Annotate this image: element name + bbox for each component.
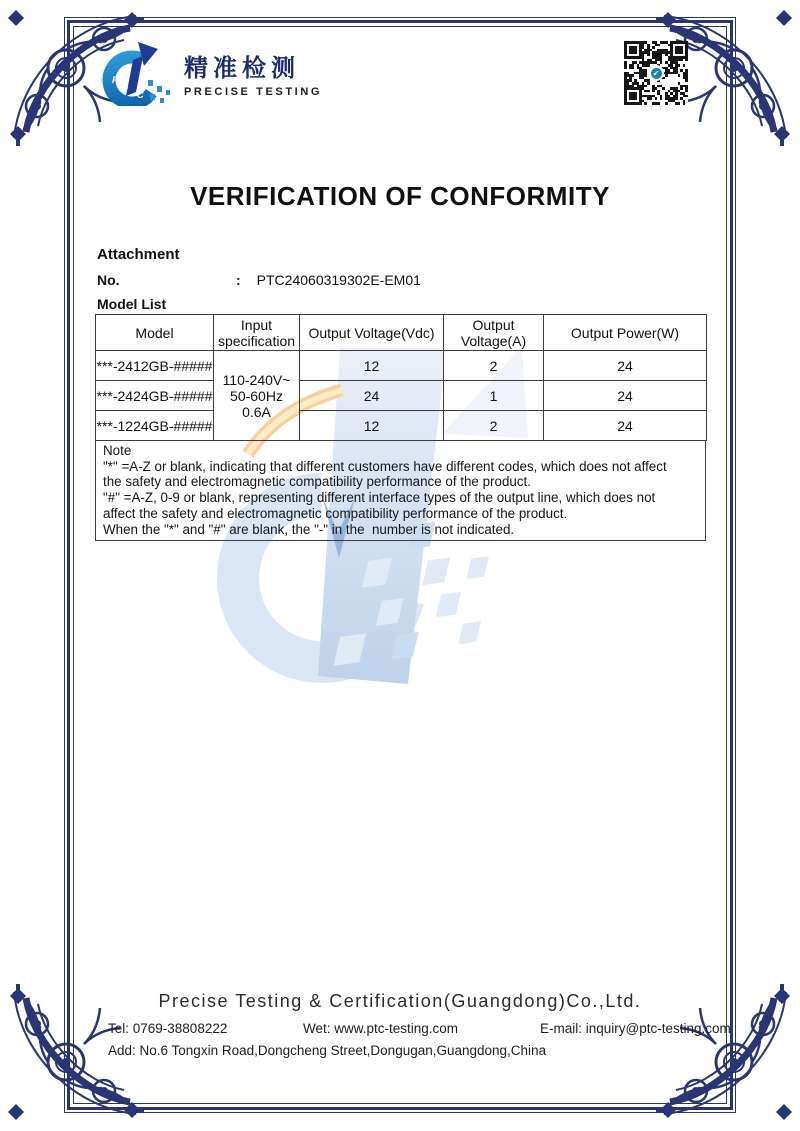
note-box [95, 440, 706, 541]
note-line: the safety and electromagnetic compatibility performance of the product. [103, 474, 531, 490]
table-row [96, 351, 707, 381]
certificate-number-row [97, 272, 421, 288]
amp-cell: 1 [444, 381, 544, 411]
svg-text:P: P [112, 75, 119, 85]
header-model: Model [96, 315, 214, 351]
ptc-logo-emblem-icon [100, 40, 176, 106]
model-cell: ***-2424GB-##### [96, 381, 214, 411]
header-input-specification: Input specification [214, 315, 300, 351]
footer-company-name: Precise Testing & Certification(Guangdong)Co.,Ltd. [158, 991, 642, 1011]
footer-tel: Tel: 0769-38808222 [108, 1021, 228, 1036]
certificate-number-colon: : [236, 272, 241, 288]
note-line: "*" =A-Z or blank, indicating that different customers have different codes, which does not affect [103, 458, 667, 474]
table-row [96, 381, 707, 411]
input-spec-line: 110-240V~ [222, 371, 291, 388]
certificate-number-label: No. [97, 272, 120, 288]
svg-text:T: T [122, 86, 128, 96]
amp-cell: 2 [444, 411, 544, 441]
page-title: VERIFICATION OF CONFORMITY [190, 181, 610, 211]
vdc-cell: 24 [300, 381, 444, 411]
certificate-number-value: PTC24060319302E-EM01 [256, 272, 421, 288]
table-row [96, 411, 707, 441]
note-line: "#" =A-Z, 0-9 or blank, representing different interface types of the output line, which does not [103, 490, 656, 506]
watt-cell: 24 [544, 351, 707, 381]
ptc-logo [100, 40, 322, 106]
vdc-cell: 12 [300, 351, 444, 381]
model-table-wrap [95, 314, 706, 541]
note-line: When the "*" and "#" are blank, the "-" in the number is not indicated. [103, 521, 515, 537]
table-header-row [96, 315, 707, 351]
logo-chinese-name: 精准检测 [184, 55, 300, 82]
input-spec-cell [214, 351, 300, 441]
amp-cell: 2 [444, 351, 544, 381]
footer-address: Add: No.6 Tongxin Road,Dongcheng Street,Dongugan,Guangdong,China [108, 1043, 547, 1058]
footer-website: Wet: www.ptc-testing.com [303, 1021, 459, 1036]
model-cell: ***-1224GB-##### [96, 411, 214, 441]
header-output-voltage-vdc: Output Voltage(Vdc) [300, 315, 444, 351]
qr-code-icon: ✔ [624, 41, 688, 105]
watt-cell: 24 [544, 381, 707, 411]
svg-text:C: C [137, 90, 144, 100]
note-title: Note [103, 443, 132, 458]
model-list-heading: Model List [97, 296, 167, 312]
vdc-cell: 12 [300, 411, 444, 441]
input-spec-line: 0.6A [242, 403, 271, 420]
note-line: affect the safety and electromagnetic compatibility performance of the product. [103, 505, 568, 521]
input-spec-line: 50-60Hz [230, 387, 283, 404]
header-output-power-w: Output Power(W) [544, 315, 707, 351]
logo-english-name: PRECISE TESTING [184, 86, 323, 98]
watt-cell: 24 [544, 411, 707, 441]
footer-email: E-mail: inquiry@ptc-testing.com [540, 1021, 731, 1036]
model-table [95, 314, 707, 441]
attachment-heading: Attachment [97, 246, 180, 263]
model-cell: ***-2412GB-##### [96, 351, 214, 381]
header-output-voltage-a: Output Voltage(A) [444, 315, 544, 351]
